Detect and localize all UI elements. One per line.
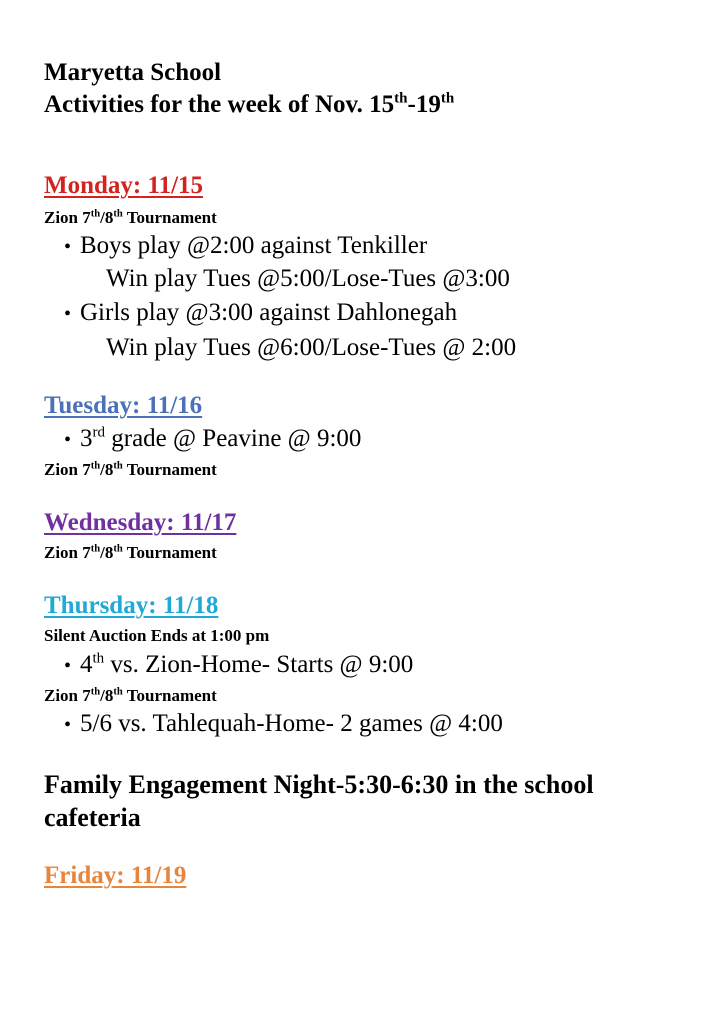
list-item: • 3rd grade @ Peavine @ 9:00: [64, 424, 362, 452]
tuesday-heading: Tuesday: 11/16: [44, 392, 203, 419]
family-night-line-2: cafeteria: [44, 803, 141, 832]
list-item-sub: Win play Tues @5:00/Lose-Tues @3:00: [106, 265, 510, 292]
week-title: Activities for the week of Nov. 15th-19th: [44, 90, 455, 118]
silent-auction-line: Silent Auction Ends at 1:00 pm: [44, 626, 270, 645]
school-title: Maryetta School: [44, 59, 222, 86]
thursday-heading: Thursday: 11/18: [44, 592, 219, 619]
list-item: • Boys play @2:00 against Tenkiller: [64, 232, 428, 259]
list-item: • 5/6 vs. Tahlequah-Home- 2 games @ 4:00: [64, 710, 503, 737]
tournament-line-wednesday: Zion 7th/8th Tournament: [44, 543, 217, 562]
tournament-line-monday: Zion 7th/8th Tournament: [44, 208, 217, 227]
tournament-line-thursday: Zion 7th/8th Tournament: [44, 686, 217, 705]
tournament-line-tuesday: Zion 7th/8th Tournament: [44, 460, 217, 479]
list-item-sub: Win play Tues @6:00/Lose-Tues @ 2:00: [106, 334, 517, 361]
list-item: • Girls play @3:00 against Dahlonegah: [64, 299, 458, 326]
list-item: • 4th vs. Zion-Home- Starts @ 9:00: [64, 650, 414, 678]
family-night-line-1: Family Engagement Night-5:30-6:30 in the school: [44, 770, 594, 799]
monday-heading: Monday: 11/15: [44, 172, 204, 199]
wednesday-heading: Wednesday: 11/17: [44, 509, 237, 536]
friday-heading: Friday: 11/19: [44, 862, 187, 889]
